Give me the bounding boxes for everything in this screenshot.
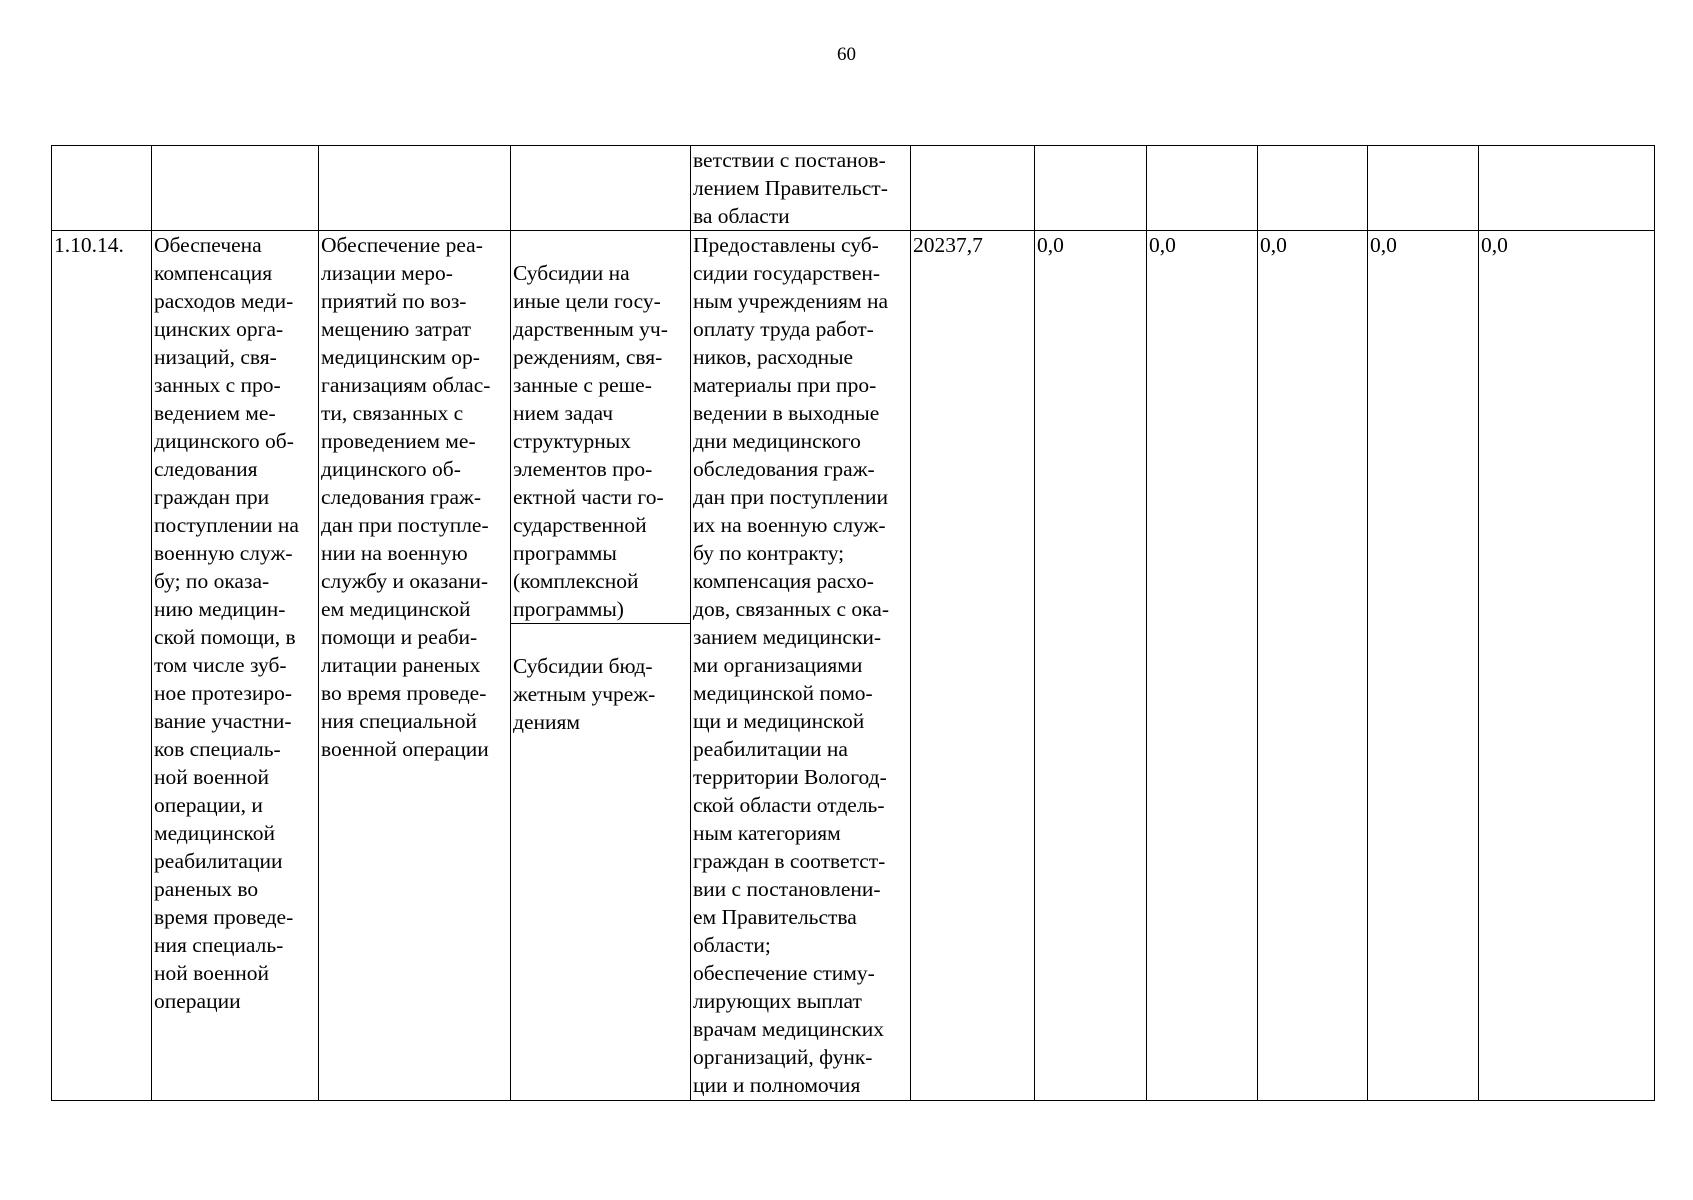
result-cell: Обеспечена компенсация расходов меди- цинских орга- низаций, свя- занных с про- ведением ме- дицинского об- следования граждан при поступлении на военную служ- бу; по оказа- нию медицин- ской помощи, в том числе зуб- ное протезиро- вание участни- ков специаль- ной военной операции, и медицинской реабилитации раненых во время проведе- ния специаль- ной военной операции: [152, 231, 319, 1101]
page-number: 60: [837, 44, 856, 65]
cont-cell-value-6: [1479, 146, 1655, 231]
continuation-row: [52, 146, 1655, 231]
cont-cell-result: [152, 146, 319, 231]
value-cell-2: 0,0: [1035, 231, 1147, 1101]
cont-cell-measure: [319, 146, 511, 231]
table-row: [52, 231, 1655, 1101]
measure-cell: Обеспечение реа- лизации меро- приятий по воз- мещению затрат медицинским ор- ганизациям облас- ти, связанных с проведением ме- дицинского об- следования граж- дан при поступле- нии на военную службу и оказани- ем медицинской помощи и реаби- литации раненых во время проведе- ния специальной военной операции: [319, 231, 511, 1101]
cont-cell-description: ветствии с постанов- лением Правительст- ва области: [691, 146, 911, 231]
cont-cell-value-3: [1147, 146, 1258, 231]
description-cell: Предоставлены суб- сидии государствен- ным учреждениям на оплату труда работ- ников, расходные материалы при про- ведении в выходные дни медицинского обследования граж- дан при поступлении их на военную служ- бу по контракту; компенсация расхо- дов, связанных с ока- занием медицински- ми организациями медицинской помо- щи и медицинской реабилитации на территории Вологод- ской области отдель- ным категориям граждан в соответст- вии с постановлени- ем Правительства области; обеспечение стиму- лирующих выплат врачам медицинских организаций, функ- ции и полномочия: [691, 231, 911, 1101]
value-cell-5: 0,0: [1368, 231, 1479, 1101]
value-cell-3: 0,0: [1147, 231, 1258, 1101]
cont-cell-value-5: [1368, 146, 1479, 231]
row-number: 1.10.14.: [52, 231, 152, 1101]
value-cell-4: 0,0: [1258, 231, 1368, 1101]
cont-cell-subsidy-type: [511, 146, 691, 231]
cont-cell-number: [52, 146, 152, 231]
value-cell-1: 20237,7: [911, 231, 1035, 1101]
data-table: [51, 145, 1655, 1101]
cont-cell-value-4: [1258, 146, 1368, 231]
subsidy-type-2: Субсидии бюд- жетным учреж- дениям: [513, 654, 656, 734]
cont-cell-value-2: [1035, 146, 1147, 231]
value-cell-6: 0,0: [1479, 231, 1655, 1101]
subsidy-type-1: Субсидии на иные цели госу- дарственным уч- реждениям, свя- занные с реше- нием задач структурных элементов про- ектной части го- сударственной программы (комплексной программы): [511, 259, 690, 624]
subsidy-type-cell: [511, 231, 691, 1101]
cont-cell-value-1: [911, 146, 1035, 231]
